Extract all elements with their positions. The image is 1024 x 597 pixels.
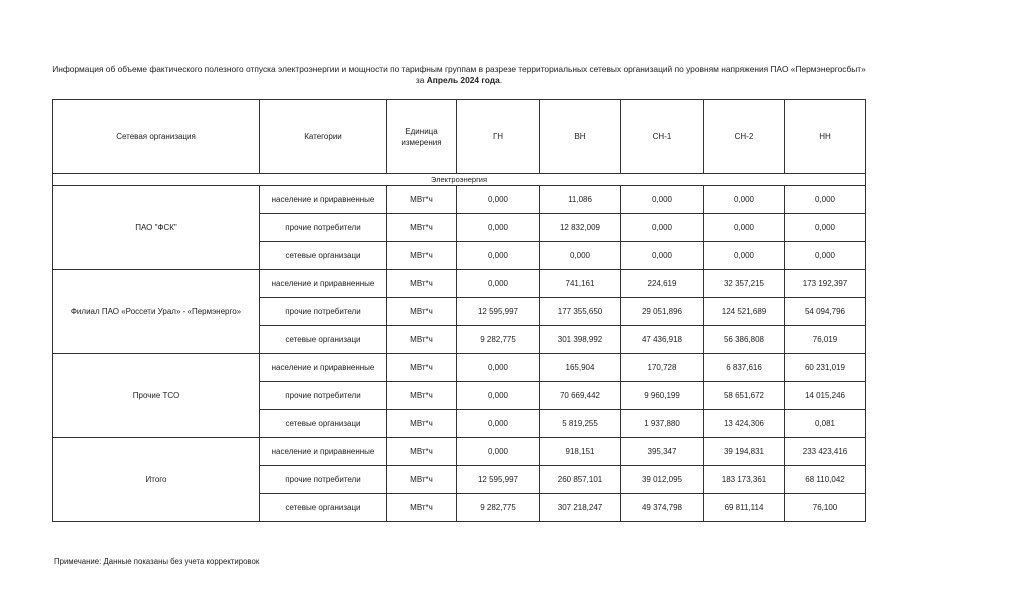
report-period: Апрель 2024 года — [426, 75, 500, 85]
cell-sn1: 0,000 — [621, 242, 704, 270]
cell-vn: 301 398,992 — [540, 326, 621, 354]
cell-vn: 12 832,009 — [540, 214, 621, 242]
cell-nn: 14 015,246 — [785, 382, 866, 410]
cell-gn: 0,000 — [457, 410, 540, 438]
cell-sn1: 49 374,798 — [621, 494, 704, 522]
col-header-sn1: СН-1 — [621, 100, 704, 174]
col-header-org: Сетевая организация — [53, 100, 260, 174]
col-header-nn: НН — [785, 100, 866, 174]
cell-unit: МВт*ч — [387, 438, 457, 466]
cell-vn: 918,151 — [540, 438, 621, 466]
cell-unit: МВт*ч — [387, 466, 457, 494]
cell-sn1: 395,347 — [621, 438, 704, 466]
cell-sn1: 1 937,880 — [621, 410, 704, 438]
cell-nn: 233 423,416 — [785, 438, 866, 466]
cell-nn: 54 094,796 — [785, 298, 866, 326]
cell-gn: 12 595,997 — [457, 466, 540, 494]
cell-unit: МВт*ч — [387, 354, 457, 382]
cell-nn: 68 110,042 — [785, 466, 866, 494]
cell-sn1: 170,728 — [621, 354, 704, 382]
cell-vn: 0,000 — [540, 242, 621, 270]
cell-category: прочие потребители — [260, 214, 387, 242]
cell-sn2: 58 651,672 — [704, 382, 785, 410]
cell-sn2: 0,000 — [704, 242, 785, 270]
cell-sn2: 69 811,114 — [704, 494, 785, 522]
cell-sn2: 0,000 — [704, 186, 785, 214]
col-header-unit — [387, 100, 457, 174]
cell-unit: МВт*ч — [387, 326, 457, 354]
col-header-vn: ВН — [540, 100, 621, 174]
cell-gn: 0,000 — [457, 242, 540, 270]
cell-sn2: 56 386,808 — [704, 326, 785, 354]
cell-sn2: 13 424,306 — [704, 410, 785, 438]
cell-sn1: 9 960,199 — [621, 382, 704, 410]
cell-unit: МВт*ч — [387, 382, 457, 410]
cell-category: сетевые организаци — [260, 326, 387, 354]
cell-unit: МВт*ч — [387, 298, 457, 326]
report-title — [0, 64, 918, 86]
cell-vn: 307 218,247 — [540, 494, 621, 522]
cell-vn: 165,904 — [540, 354, 621, 382]
cell-category: прочие потребители — [260, 298, 387, 326]
report-period-suffix: . — [499, 75, 503, 85]
cell-sn2: 39 194,831 — [704, 438, 785, 466]
cell-vn: 741,161 — [540, 270, 621, 298]
cell-unit: МВт*ч — [387, 270, 457, 298]
table-row — [53, 354, 866, 382]
cell-gn: 0,000 — [457, 438, 540, 466]
cell-sn2: 124 521,689 — [704, 298, 785, 326]
section-label: Электроэнергия — [53, 174, 866, 186]
cell-category: население и приравненные — [260, 354, 387, 382]
cell-sn1: 0,000 — [621, 186, 704, 214]
cell-category: прочие потребители — [260, 466, 387, 494]
col-header-sn2: СН-2 — [704, 100, 785, 174]
cell-nn: 76,100 — [785, 494, 866, 522]
report-title-line2 — [0, 75, 918, 86]
table-row — [53, 270, 866, 298]
cell-sn1: 0,000 — [621, 214, 704, 242]
cell-category: сетевые организаци — [260, 494, 387, 522]
report-period-prefix: за — [415, 75, 427, 85]
cell-sn2: 183 173,361 — [704, 466, 785, 494]
cell-unit: МВт*ч — [387, 186, 457, 214]
cell-unit: МВт*ч — [387, 242, 457, 270]
org-name-cell: ПАО "ФСК" — [53, 186, 260, 270]
org-name-cell: Итого — [53, 438, 260, 522]
cell-sn1: 29 051,896 — [621, 298, 704, 326]
cell-nn: 0,000 — [785, 242, 866, 270]
col-header-unit-line2: измерения — [401, 137, 442, 147]
cell-nn: 0,000 — [785, 214, 866, 242]
cell-gn: 0,000 — [457, 214, 540, 242]
cell-unit: МВт*ч — [387, 214, 457, 242]
cell-nn: 0,081 — [785, 410, 866, 438]
cell-category: население и приравненные — [260, 270, 387, 298]
cell-sn1: 47 436,918 — [621, 326, 704, 354]
cell-gn: 0,000 — [457, 382, 540, 410]
col-header-category: Категории — [260, 100, 387, 174]
org-name-cell: Филиал ПАО «Россети Урал» - «Пермэнерго» — [53, 270, 260, 354]
section-row — [53, 174, 866, 186]
cell-vn: 5 819,255 — [540, 410, 621, 438]
cell-gn: 0,000 — [457, 270, 540, 298]
cell-vn: 260 857,101 — [540, 466, 621, 494]
table-row — [53, 438, 866, 466]
col-header-unit-line1: Единица — [405, 126, 438, 136]
table-header-row — [53, 100, 866, 174]
cell-nn: 173 192,397 — [785, 270, 866, 298]
energy-table — [52, 99, 866, 522]
cell-gn: 0,000 — [457, 186, 540, 214]
cell-vn: 70 669,442 — [540, 382, 621, 410]
cell-sn1: 224,619 — [621, 270, 704, 298]
table-row — [53, 186, 866, 214]
cell-category: население и приравненные — [260, 438, 387, 466]
cell-nn: 60 231,019 — [785, 354, 866, 382]
col-header-gn: ГН — [457, 100, 540, 174]
cell-gn: 0,000 — [457, 354, 540, 382]
cell-sn2: 0,000 — [704, 214, 785, 242]
cell-unit: МВт*ч — [387, 410, 457, 438]
report-title-line1: Информация об объеме фактического полезного отпуска электроэнергии и мощности по тарифным группам в разрезе территориальных сетевых организаций по уровням напряжения ПАО «Пермэнергосбыт» — [52, 64, 866, 74]
footnote: Примечание: Данные показаны без учета корректировок — [54, 557, 260, 566]
cell-gn: 9 282,775 — [457, 326, 540, 354]
cell-category: население и приравненные — [260, 186, 387, 214]
org-name-cell: Прочие ТСО — [53, 354, 260, 438]
cell-gn: 12 595,997 — [457, 298, 540, 326]
cell-sn1: 39 012,095 — [621, 466, 704, 494]
cell-sn2: 6 837,616 — [704, 354, 785, 382]
cell-category: сетевые организаци — [260, 410, 387, 438]
cell-vn: 11,086 — [540, 186, 621, 214]
cell-nn: 0,000 — [785, 186, 866, 214]
cell-category: сетевые организаци — [260, 242, 387, 270]
cell-vn: 177 355,650 — [540, 298, 621, 326]
cell-unit: МВт*ч — [387, 494, 457, 522]
cell-gn: 9 282,775 — [457, 494, 540, 522]
cell-sn2: 32 357,215 — [704, 270, 785, 298]
cell-nn: 76,019 — [785, 326, 866, 354]
cell-category: прочие потребители — [260, 382, 387, 410]
